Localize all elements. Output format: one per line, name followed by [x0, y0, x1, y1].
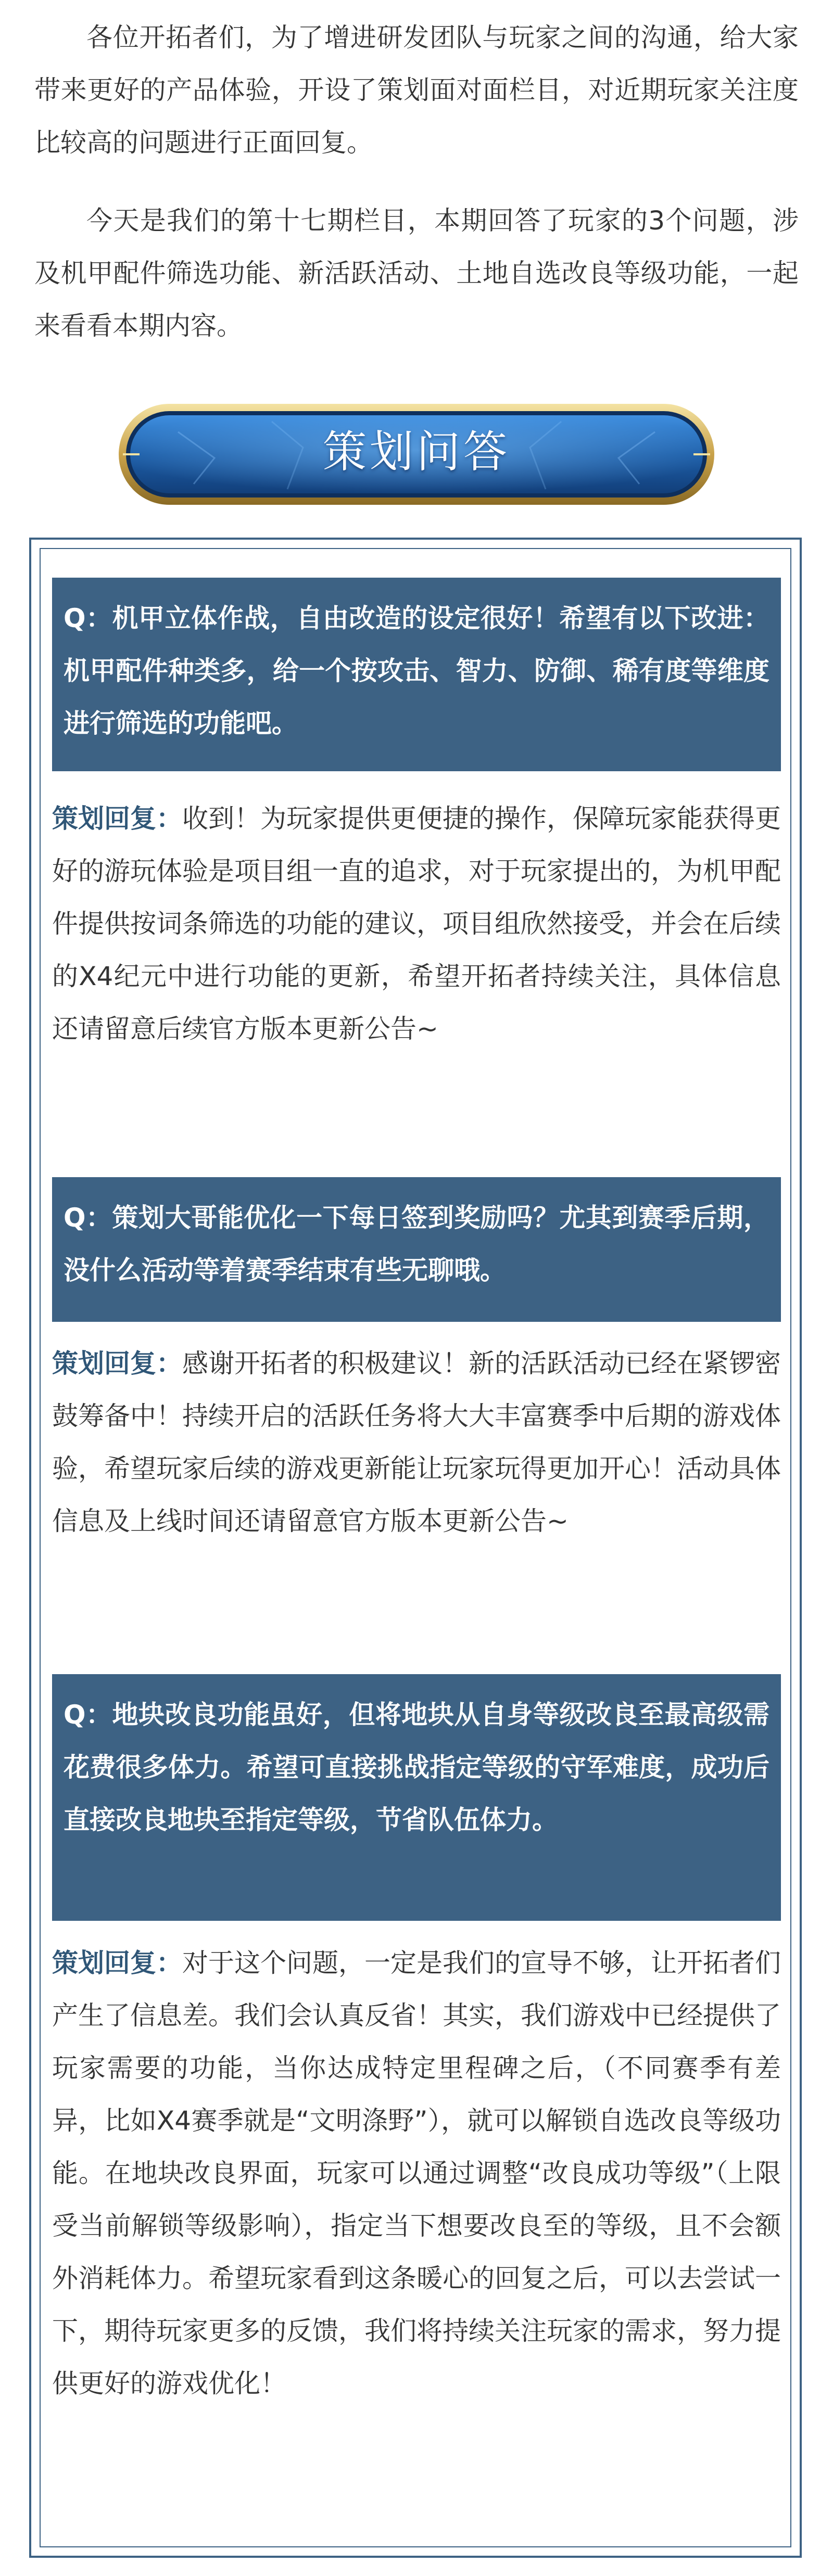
- answer-text: 感谢开拓者的积极建议！新的活跃活动已经在紧锣密鼓筹备中！持续开启的活跃任务将大大丰富赛季中后期的游戏体验，希望玩家后续的游戏更新能让玩家玩得更加开心！活动具体信息及上线时间还请留意官方版本更新公告~: [52, 1348, 781, 1536]
- answer-1: [52, 793, 781, 1055]
- question-box-2: Q：策划大哥能优化一下每日签到奖励吗？尤其到赛季后期，没什么活动等着赛季结束有些无聊哦。: [52, 1177, 781, 1322]
- banner-title: 策划问答: [322, 426, 510, 477]
- section-banner: [116, 401, 717, 508]
- answer-3: [52, 1937, 781, 2410]
- answer-label: 策划回复：: [52, 804, 182, 834]
- answer-text: 对于这个问题，一定是我们的宣导不够，让开拓者们产生了信息差。我们会认真反省！其实，我们游戏中已经提供了玩家需要的功能，当你达成特定里程碑之后，（不同赛季有差异，比如X4赛季就是“文明涤野”），就可以解锁自选改良等级功能。在地块改良界面，玩家可以通过调整“改良成功等级”（上限受当前解锁等级影响），指定当下想要改良至的等级，且不会额外消耗体力。希望玩家看到这条暖心的回复之后，可以去尝试一下，期待玩家更多的反馈，我们将持续关注玩家的需求，努力提供更好的游戏优化！: [52, 1948, 781, 2399]
- intro-paragraph-1: 各位开拓者们，为了增进研发团队与玩家之间的沟通，给大家带来更好的产品体验，开设了策划面对面栏目，对近期玩家关注度比较高的问题进行正面回复。: [34, 22, 799, 158]
- question-box-1: Q：机甲立体作战，自由改造的设定很好！希望有以下改进：机甲配件种类多，给一个按攻击、智力、防御、稀有度等维度进行筛选的功能吧。: [52, 578, 781, 771]
- answer-label: 策划回复：: [52, 1348, 182, 1379]
- answer-text: 收到！为玩家提供更便捷的操作，保障玩家能获得更好的游玩体验是项目组一直的追求，对于玩家提出的，为机甲配件提供按词条筛选的功能的建议，项目组欣然接受，并会在后续的X4纪元中进行功能的更新，希望开拓者持续关注，具体信息还请留意后续官方版本更新公告~: [52, 804, 781, 1044]
- question-box-3: Q：地块改良功能虽好，但将地块从自身等级改良至最高级需花费很多体力。希望可直接挑战指定等级的守军难度，成功后直接改良地块至指定等级，节省队伍体力。: [52, 1674, 781, 1921]
- answer-label: 策划回复：: [52, 1948, 182, 1978]
- answer-2: [52, 1337, 781, 1548]
- intro-paragraph-2: 今天是我们的第十七期栏目，本期回答了玩家的3个问题，涉及机甲配件筛选功能、新活跃活动、土地自选改良等级功能，一起来看看本期内容。: [34, 206, 799, 341]
